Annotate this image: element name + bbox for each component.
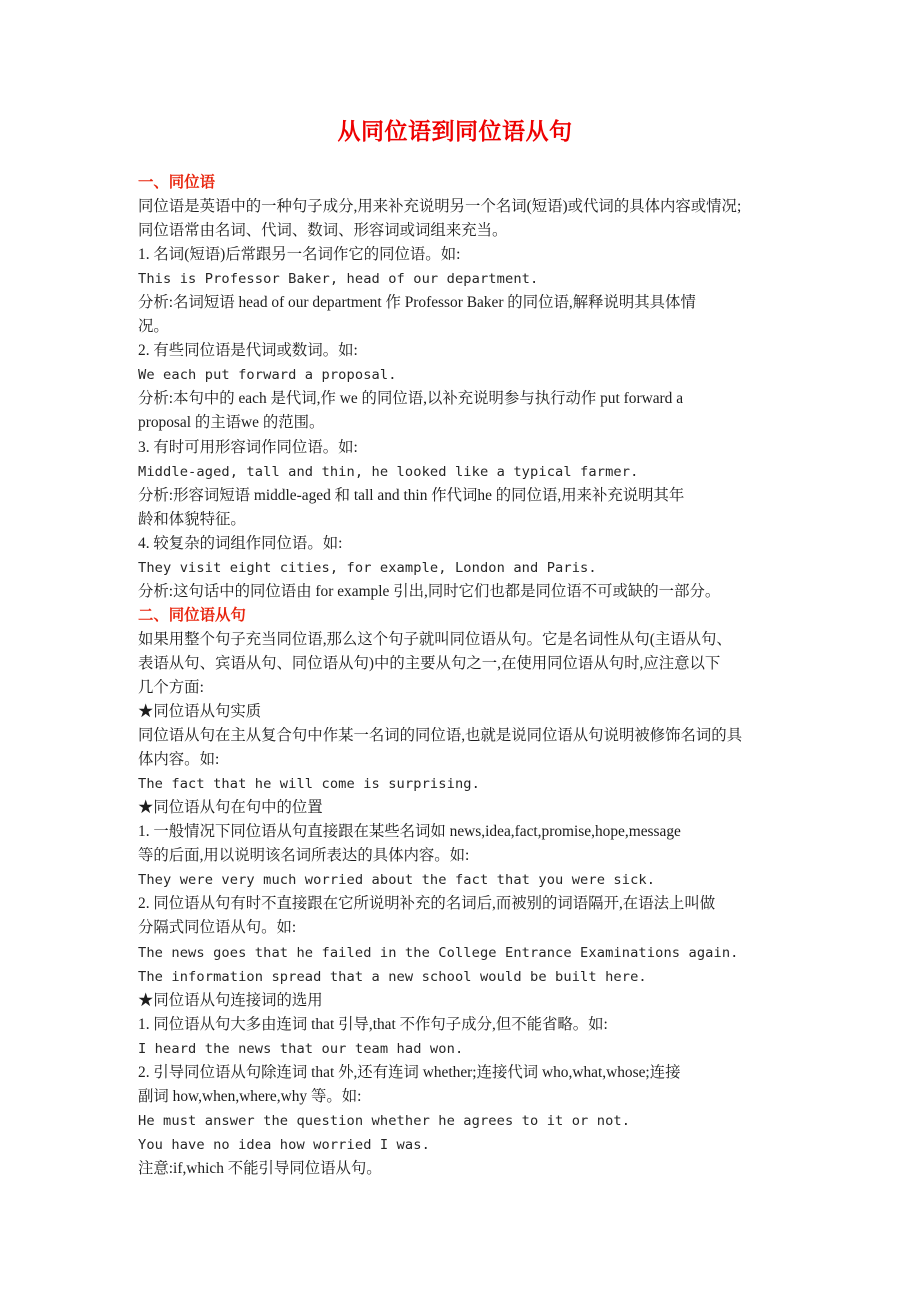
analysis-text: 这句话中的同位语由 for example 引出,同时它们也都是同位语不可或缺的一部分。 [173, 582, 721, 600]
section2-intro-line-2: 表语从句、宾语从句、同位语从句)中的主要从句之一,在使用同位语从句时,应注意以下 [138, 654, 721, 672]
section-heading-1: 一、同位语 [138, 174, 215, 191]
section1-item-3-example: Middle-aged, tall and thin, he looked like a typical farmer. [138, 463, 639, 480]
analysis-text: 本句中的 each 是代词,作 we 的同位语,以补充说明参与执行动作 put forward a [173, 390, 684, 408]
sub2-item-2-line-2: 分隔式同位语从句。如: [138, 919, 297, 937]
item-number: 4. [138, 534, 150, 552]
analysis-label: 分析: [138, 294, 174, 312]
sub3-item-1: 1. 同位语从句大多由连词 that 引导,that 不作句子成分,但不能省略。如: [138, 1015, 608, 1033]
section1-item-1-example: This is Professor Baker, head of our department. [138, 271, 539, 288]
section1-item-1-statement [138, 243, 785, 267]
analysis-label: 分析: [138, 486, 174, 504]
sub3-item-2-example-1: He must answer the question whether he agrees to it or not. [138, 1112, 631, 1129]
section1-item-2-analysis-line-1 [138, 387, 785, 411]
sub3-item-2-line-2: 副词 how,when,where,why 等。如: [138, 1087, 362, 1105]
sub3-item-2-example-2: You have no idea how worried I was. [138, 1136, 430, 1153]
subsection-heading-conjunctions: ★同位语从句连接词的选用 [138, 991, 323, 1009]
subsection-heading-position: ★同位语从句在句中的位置 [138, 799, 323, 817]
item-number: 2. [138, 342, 150, 360]
analysis-text: 名词短语 head of our department 作 Professor Baker 的同位语,解释说明其具体情 [173, 294, 696, 312]
section1-item-4-analysis-line-1 [138, 580, 785, 604]
sub3-note: 注意:if,which 不能引导同位语从句。 [138, 1159, 382, 1177]
sub1-example: The fact that he will come is surprising. [138, 776, 480, 793]
sub3-item-2-line-1: 2. 引导同位语从句除连词 that 外,还有连词 whether;连接代词 who,what,whose;连接 [138, 1063, 681, 1081]
analysis-label: 分析: [138, 390, 174, 408]
item-text: 有些同位语是代词或数词。如: [153, 342, 358, 360]
sub1-line-1: 同位语从句在主从复合句中作某一名词的同位语,也就是说同位语从句说明被修饰名词的具 [138, 727, 743, 745]
section1-item-4-statement [138, 532, 785, 556]
item-number: 1. [138, 246, 150, 264]
sub3-item-1-example: I heard the news that our team had won. [138, 1040, 464, 1057]
section2-intro-line-3: 几个方面: [138, 678, 204, 696]
section1-item-4-example: They visit eight cities, for example, London and Paris. [138, 559, 597, 576]
item-text: 较复杂的词组作同位语。如: [153, 534, 343, 552]
item-text: 名词(短语)后常跟另一名词作它的同位语。如: [153, 246, 461, 264]
section1-intro-line-2: 同位语常由名词、代词、数词、形容词或词组来充当。 [138, 222, 508, 240]
section-heading-2: 二、同位语从句 [138, 606, 246, 624]
section1-item-3-analysis-line-2: 龄和体貌特征。 [138, 510, 246, 528]
section1-item-2-analysis-line-2: proposal 的主语we 的范围。 [138, 414, 325, 432]
section1-intro-line-1: 同位语是英语中的一种句子成分,用来补充说明另一个名词(短语)或代词的具体内容或情况; [138, 198, 742, 216]
section2-intro-line-1: 如果用整个句子充当同位语,那么这个句子就叫同位语从句。它是名词性从句(主语从句、 [138, 630, 732, 648]
section1-item-2-statement [138, 339, 785, 363]
sub1-line-2: 体内容。如: [138, 751, 220, 769]
sub2-item-2-example-1: The news goes that he failed in the College Entrance Examinations again. [138, 944, 739, 961]
sub2-item-1-example: They were very much worried about the fact that you were sick. [138, 872, 656, 889]
page-title: 从同位语到同位语从句 [337, 119, 573, 144]
document-body [0, 147, 920, 1181]
analysis-label: 分析: [138, 582, 174, 600]
section1-item-1-analysis-line-1 [138, 291, 785, 315]
item-number: 3. [138, 438, 150, 456]
sub2-item-2-line-1: 2. 同位语从句有时不直接跟在它所说明补充的名词后,而被别的词语隔开,在语法上叫做 [138, 895, 716, 913]
analysis-text: 形容词短语 middle-aged 和 tall and thin 作代词he 的同位语,用来补充说明其年 [173, 486, 685, 504]
section1-item-2-example: We each put forward a proposal. [138, 367, 397, 384]
section1-item-1-analysis-line-2: 况。 [138, 318, 169, 336]
sub2-item-2-example-2: The information spread that a new school would be built here. [138, 968, 647, 985]
subsection-heading-essence: ★同位语从句实质 [138, 703, 262, 721]
sub2-item-1-line-2: 等的后面,用以说明该名词所表达的具体内容。如: [138, 847, 470, 865]
sub2-item-1-line-1: 1. 一般情况下同位语从句直接跟在某些名词如 news,idea,fact,promise,hope,message [138, 823, 681, 841]
section1-item-3-analysis-line-1 [138, 484, 785, 508]
item-text: 有时可用形容词作同位语。如: [153, 438, 358, 456]
section1-item-3-statement [138, 436, 785, 460]
